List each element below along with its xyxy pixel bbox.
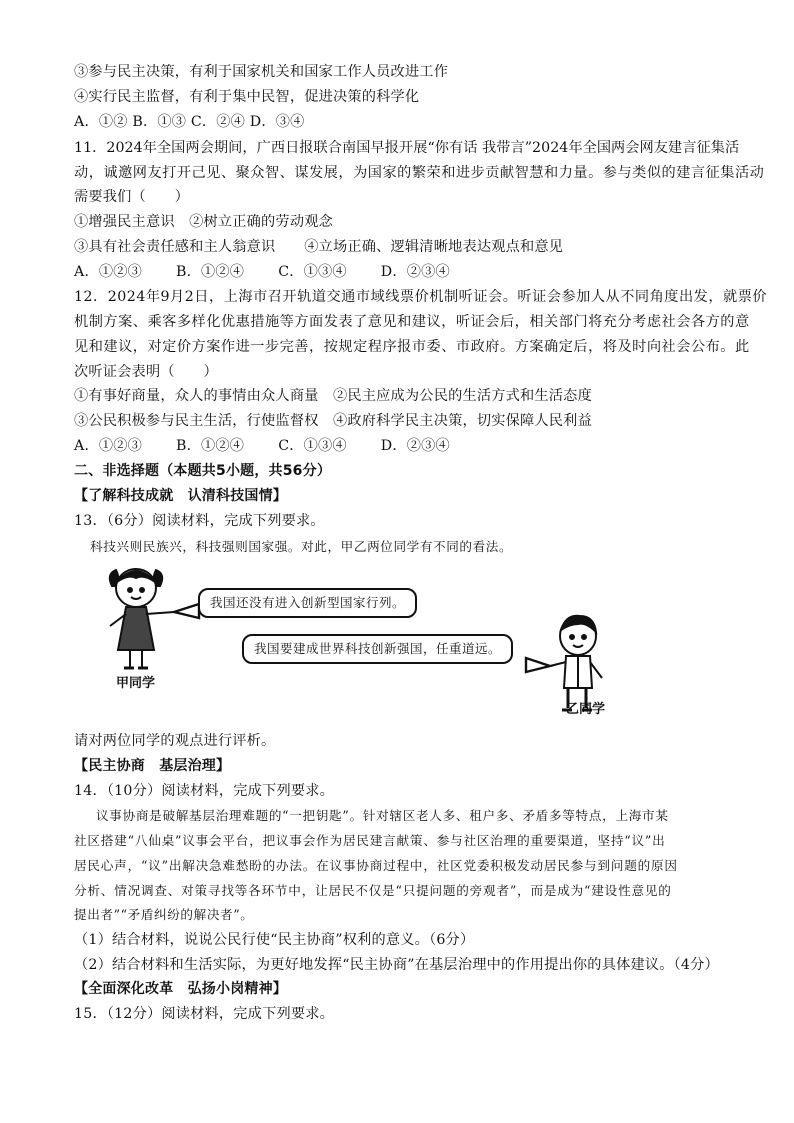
question-13-material: 科技兴则民族兴，科技强则国家强。对此，甲乙两位同学有不同的看法。 <box>90 539 513 554</box>
answer-a: A．①②③ <box>74 438 142 454</box>
question-12-answers <box>74 436 732 456</box>
answer-c: C．①③④ <box>278 438 347 454</box>
question-14-material: 分析、情况调查、对策寻找等各环节中，让居民不仅是“只提问题的旁观者”，而是成为“建设性意见的 <box>74 883 672 898</box>
question-14-title: 14．（10分）阅读材料，完成下列要求。 <box>74 783 335 799</box>
cartoon-illustration <box>104 564 624 722</box>
question-11-text: 动，诚邀网友打开己见、聚众智、谋发展，为国家的繁荣和进步贡献智慧和力量。参与类似的建言征集活动 <box>74 165 765 181</box>
question-13-requirement: 请对两位同学的观点进行评析。 <box>74 733 276 749</box>
question-14-material: 议事协商是破解基层治理难题的“一把钥匙”。针对辖区老人多、租户多、矛盾多等特点，上海市某 <box>96 808 669 823</box>
bubble-tail <box>526 658 550 672</box>
question-11-answers <box>74 262 732 282</box>
answer-a: A．①②③ <box>74 264 142 280</box>
question-12-text: 次听证会表明（ ） <box>74 364 218 380</box>
question-14-material: 居民心声，“议”出解决急难愁盼的办法。在议事协商过程中，社区党委积极发动居民参与到问题的原因 <box>74 858 678 873</box>
question-14-material: 提出者”“矛盾纠纷的解决者”。 <box>74 907 254 922</box>
question-12-text: 12．2024年9月2日，上海市召开轨道交通市域线票价机制听证会。听证会参加人从不同角度出发，就票价 <box>74 289 768 305</box>
speech-bubble-yi: 我国要建成世界科技创新强国，任重道远。 <box>242 634 513 664</box>
question-12-text: 机制方案、乘客多样化优惠措施等方面发表了意见和建议，听证会后，相关部门将充分考虑社会各方的意 <box>74 314 750 330</box>
caption-jia: 甲同学 <box>116 676 156 691</box>
girl-figure <box>110 569 174 668</box>
speech-bubble-jia: 我国还没有进入创新型国家行列。 <box>198 588 417 618</box>
caption-yi: 乙同学 <box>566 702 606 717</box>
answer-b: B．①②④ <box>176 438 245 454</box>
option-line: ④实行民主监督，有利于集中民智，促进决策的科学化 <box>74 89 420 105</box>
question-13-title: 13．（6分）阅读材料，完成下列要求。 <box>74 513 325 529</box>
bubble-tail <box>174 604 199 618</box>
answer-choices: A．①② B．①③ C．②④ D．③④ <box>74 114 305 130</box>
question-12-text: 见和建议，对定价方案作进一步完善，按规定程序报市委、市政府。方案确定后，将及时向社会公布。此 <box>74 339 750 355</box>
question-14-material: 社区搭建“八仙桌”议事会平台，把议事会作为居民建言献策、参与社区治理的重要渠道，坚持“议”出 <box>74 833 666 848</box>
question-11-options: ③具有社会责任感和主人翁意识 ④立场正确、逻辑清晰地表达观点和意见 <box>74 239 564 255</box>
answer-d: D．②③④ <box>380 264 450 280</box>
topic-heading: 【全面深化改革 弘扬小岗精神】 <box>74 981 287 997</box>
question-11-text: 需要我们（ ） <box>74 189 190 205</box>
answer-b: B．①②④ <box>176 264 245 280</box>
boy-figure <box>550 616 602 710</box>
answer-d: D．②③④ <box>380 438 450 454</box>
question-11-options: ①增强民主意识 ②树立正确的劳动观念 <box>74 214 333 230</box>
question-15-title: 15．（12分）阅读材料，完成下列要求。 <box>74 1006 335 1022</box>
question-12-options: ③公民积极参与民主生活，行使监督权 ④政府科学民主决策，切实保障人民利益 <box>74 413 592 429</box>
question-14-req-1: （1）结合材料，说说公民行使“民主协商”权利的意义。（6分） <box>74 932 475 948</box>
option-line: ③参与民主决策，有利于国家机关和国家工作人员改进工作 <box>74 64 449 80</box>
topic-heading: 【了解科技成就 认清科技国情】 <box>74 488 287 504</box>
question-11-text: 11．2024年全国两会期间，广西日报联合南国早报开展“你有话 我带言”2024年全国两会网友建言征集活 <box>74 140 740 156</box>
question-12-options: ①有事好商量，众人的事情由众人商量 ②民主应成为公民的生活方式和生活态度 <box>74 388 592 404</box>
topic-heading: 【民主协商 基层治理】 <box>74 758 231 774</box>
question-14-req-2: （2）结合材料和生活实际，为更好地发挥“民主协商”在基层治理中的作用提出你的具体建议。（4分） <box>74 957 719 973</box>
answer-c: C．①③④ <box>278 264 347 280</box>
section-heading: 二、非选择题（本题共5小题，共56分） <box>74 463 332 479</box>
